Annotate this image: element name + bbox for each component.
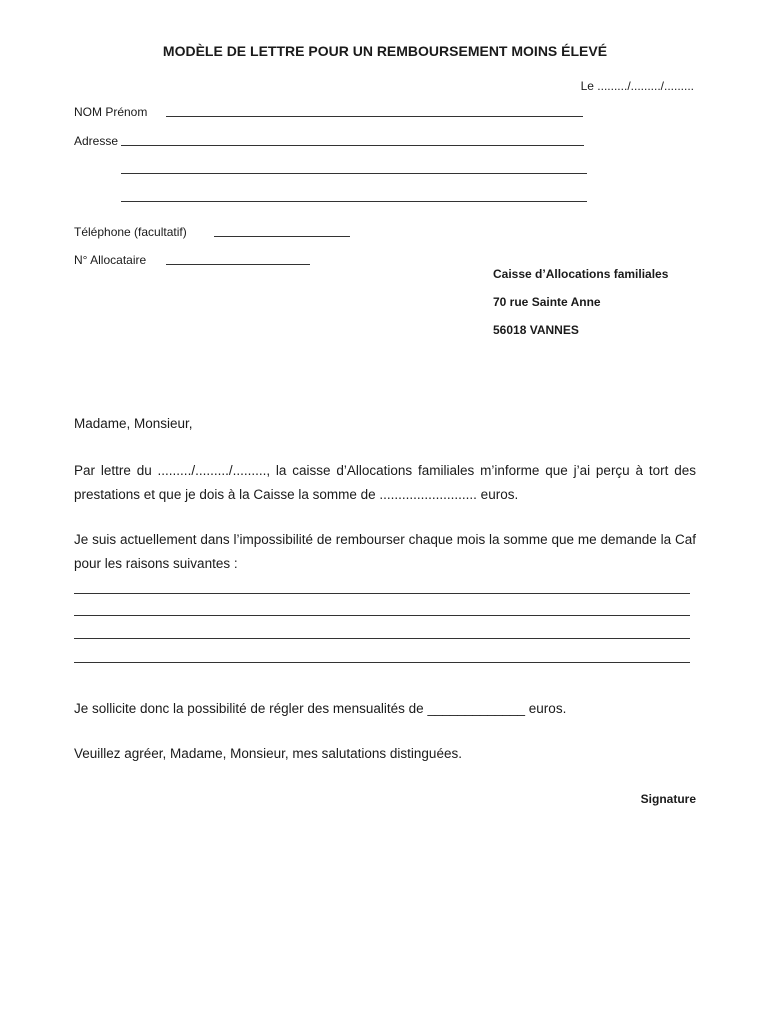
date-field: Le ........./........./......... xyxy=(580,79,694,93)
salutation: Madame, Monsieur, xyxy=(74,416,193,431)
address-blank-line-3 xyxy=(121,201,587,202)
reasons-blank-line-4 xyxy=(74,662,690,663)
phone-blank-line xyxy=(214,236,350,237)
paragraph-notice: Par lettre du ........./........./........., la caisse d’Allocations familiales m’informe que j’ai perçu à tort des prestations et que je dois à la Caisse la somme de .......................... euros. xyxy=(74,463,696,502)
paragraph-request: Je sollicite donc la possibilité de régler des mensualités de _____________ euros. xyxy=(74,701,567,716)
phone-label: Téléphone (facultatif) xyxy=(74,225,187,239)
document-title: MODÈLE DE LETTRE POUR UN REMBOURSEMENT MOINS ÉLEVÉ xyxy=(162,43,608,59)
address-blank-line-1 xyxy=(121,145,584,146)
signature-label: Signature xyxy=(640,792,696,806)
name-blank-line xyxy=(166,116,583,117)
closing-formula: Veuillez agréer, Madame, Monsieur, mes salutations distinguées. xyxy=(74,746,462,761)
allocataire-blank-line xyxy=(166,264,310,265)
recipient-city: 56018 VANNES xyxy=(493,323,579,337)
reasons-blank-line-1 xyxy=(74,593,690,594)
reasons-blank-line-2 xyxy=(74,615,690,616)
paragraph-reasons: Je suis actuellement dans l’impossibilité de rembourser chaque mois la somme que me demande la Caf pour les raisons suivantes : xyxy=(74,532,696,571)
allocataire-label: N° Allocataire xyxy=(74,253,147,267)
address-label: Adresse xyxy=(74,134,119,148)
recipient-street: 70 rue Sainte Anne xyxy=(493,295,601,309)
reasons-blank-line-3 xyxy=(74,638,690,639)
address-blank-line-2 xyxy=(121,173,587,174)
name-label: NOM Prénom xyxy=(74,105,148,119)
recipient-name: Caisse d’Allocations familiales xyxy=(493,267,669,281)
